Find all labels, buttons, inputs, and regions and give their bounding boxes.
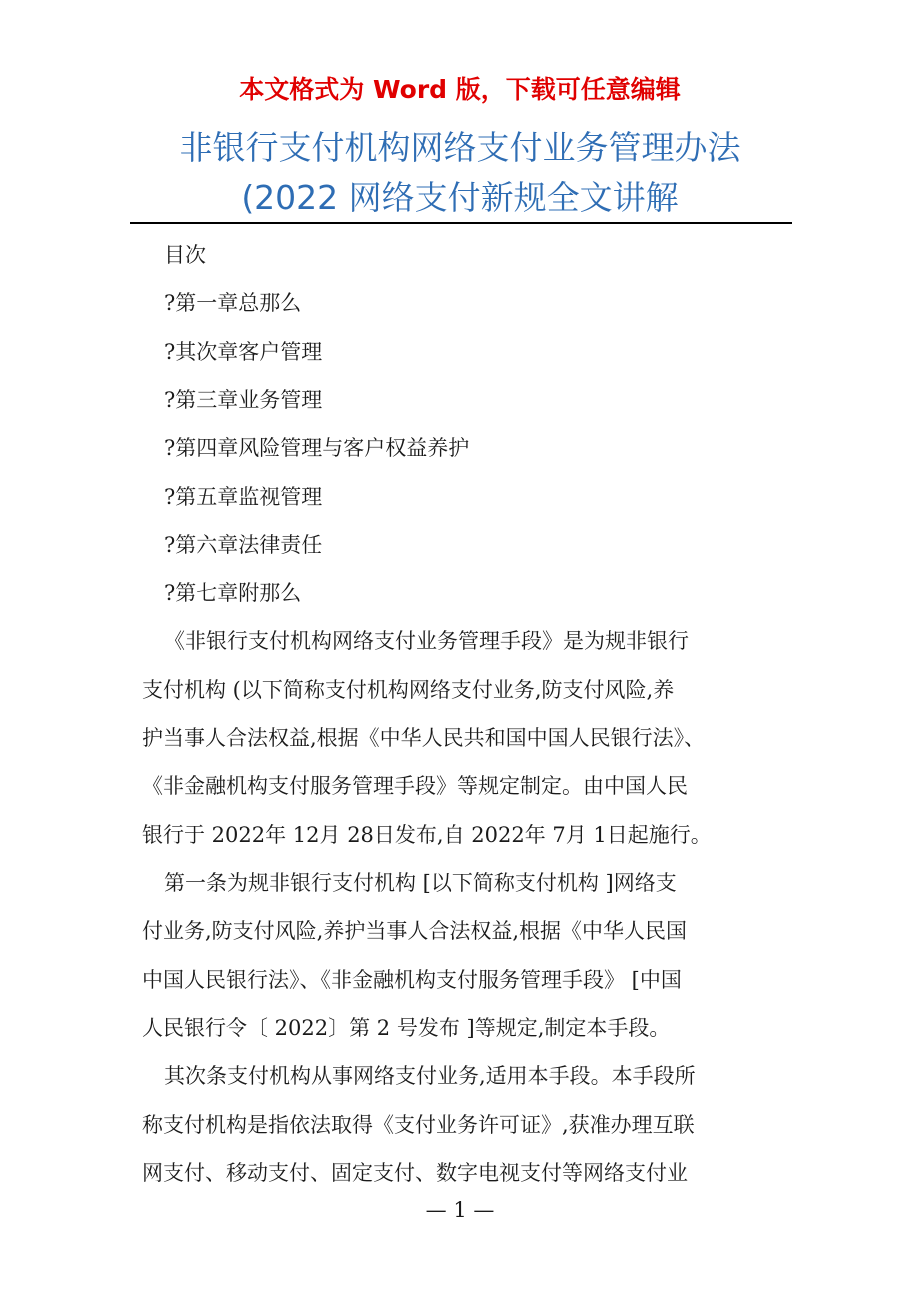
paragraph-line: 《非银行支付机构网络支付业务管理手段》是为规非银行 bbox=[164, 629, 689, 653]
toc-item: ?第四章风险管理与客户权益养护 bbox=[164, 436, 470, 460]
toc-item: ?第七章附那么 bbox=[164, 581, 302, 605]
paragraph-line: 支付机构 (以下简称支付机构网络支付业务,防支付风险,养 bbox=[142, 678, 675, 702]
paragraph-line: 人民银行令〔 2022〕第 2 号发布 ]等规定,制定本手段。 bbox=[142, 1016, 671, 1040]
toc-item: ?第一章总那么 bbox=[164, 291, 302, 315]
paragraph-line: 银行于 2022年 12月 28日发布,自 2022年 7月 1日起施行。 bbox=[142, 823, 712, 847]
paragraph-line: 第一条为规非银行支付机构 [以下简称支付机构 ]网络支 bbox=[164, 871, 677, 895]
format-banner: 本文格式为 Word 版，下载可任意编辑 bbox=[239, 75, 681, 104]
page-number: — 1 — bbox=[425, 1198, 495, 1222]
page-title-line-1: 非银行支付机构网络支付业务管理办法 bbox=[179, 128, 741, 167]
page-title-line-2: (2022 网络支付新规全文讲解 bbox=[241, 178, 679, 217]
toc-item: ?第五章监视管理 bbox=[164, 485, 323, 509]
title-divider bbox=[130, 222, 792, 224]
toc-heading: 目次 bbox=[164, 243, 206, 267]
toc-item: ?其次章客户管理 bbox=[164, 340, 323, 364]
paragraph-line: 其次条支付机构从事网络支付业务,适用本手段。本手段所 bbox=[164, 1064, 696, 1088]
paragraph-line: 网支付、移动支付、固定支付、数字电视支付等网络支付业 bbox=[142, 1161, 688, 1185]
toc-item: ?第六章法律责任 bbox=[164, 533, 323, 557]
paragraph-line: 护当事人合法权益,根据《中华人民共和国中国人民银行法》、 bbox=[142, 726, 706, 750]
paragraph-line: 称支付机构是指依法取得《支付业务许可证》,获准办理互联 bbox=[142, 1113, 695, 1137]
paragraph-line: 《非金融机构支付服务管理手段》等规定制定。由中国人民 bbox=[142, 774, 688, 798]
toc-item: ?第三章业务管理 bbox=[164, 388, 323, 412]
paragraph-line: 中国人民银行法》、《非金融机构支付服务管理手段》 [中国 bbox=[142, 968, 682, 992]
paragraph-line: 付业务,防支付风险,养护当事人合法权益,根据《中华人民国 bbox=[142, 919, 688, 943]
